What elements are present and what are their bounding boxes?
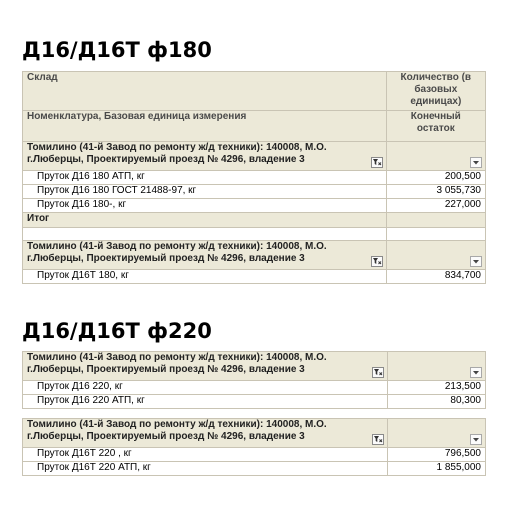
group-row <box>23 142 486 171</box>
header-end-balance: Конечный остаток <box>386 111 485 142</box>
dropdown-arrow-icon[interactable] <box>470 157 482 168</box>
total-row <box>23 213 486 228</box>
item-name: Пруток Д16 180 ГОСТ 21488-97, кг <box>23 185 387 199</box>
item-name: Пруток Д16Т 180, кг <box>23 270 387 284</box>
group-row <box>23 241 486 270</box>
item-name: Пруток Д16Т 220 , кг <box>23 448 388 462</box>
filter-active-icon[interactable] <box>372 367 384 378</box>
group-line-1: Томилино (41-й Завод по ремонту ж/д техники): 140008, М.О. <box>27 352 327 363</box>
item-name: Пруток Д16 180-, кг <box>23 199 387 213</box>
group-line-1: Томилино (41-й Завод по ремонту ж/д техники): 140008, М.О. <box>27 241 327 252</box>
table-row <box>23 395 486 409</box>
filter-active-icon[interactable] <box>371 256 383 267</box>
group-row <box>23 419 486 448</box>
group-line-1: Томилино (41-й Завод по ремонту ж/д техники): 140008, М.О. <box>27 142 327 153</box>
table-row <box>23 270 486 284</box>
spacer-cell <box>23 228 387 241</box>
total-label: Итог <box>23 213 387 228</box>
group-line-2: г.Люберцы, Проектируемый проезд № 4296, владение 3 <box>27 253 305 264</box>
group-line-2: г.Люберцы, Проектируемый проезд № 4296, владение 3 <box>27 154 305 165</box>
dropdown-arrow-icon[interactable] <box>470 367 482 378</box>
table-row <box>23 185 486 199</box>
item-value: 200,500 <box>386 171 485 185</box>
group-line-1: Томилино (41-й Завод по ремонту ж/д техники): 140008, М.О. <box>27 419 327 430</box>
header-nomenclature: Номенклатура, Базовая единица измерения <box>23 111 387 142</box>
item-value: 227,000 <box>386 199 485 213</box>
report-table-180 <box>22 71 486 284</box>
group-value-cell <box>388 352 486 381</box>
group-line-2: г.Люберцы, Проектируемый проезд № 4296, владение 3 <box>27 431 305 442</box>
item-name: Пруток Д16 220 АТП, кг <box>23 395 388 409</box>
item-value: 3 055,730 <box>386 185 485 199</box>
total-value <box>386 213 485 228</box>
report-table-220-b <box>22 418 486 476</box>
item-value: 834,700 <box>386 270 485 284</box>
dropdown-arrow-icon[interactable] <box>470 434 482 445</box>
group-warehouse-cell <box>23 352 388 381</box>
group-line-2: г.Люберцы, Проектируемый проезд № 4296, владение 3 <box>27 364 305 375</box>
table-row <box>23 462 486 476</box>
item-value: 796,500 <box>387 448 485 462</box>
group-warehouse-cell <box>23 419 388 448</box>
section-title-220: Д16/Д16Т ф220 <box>22 319 212 343</box>
report-table-220 <box>22 351 486 409</box>
spacer-row <box>23 228 486 241</box>
filter-active-icon[interactable] <box>372 434 384 445</box>
dropdown-arrow-icon[interactable] <box>470 256 482 267</box>
item-name: Пруток Д16 220, кг <box>23 381 388 395</box>
item-name: Пруток Д16Т 220 АТП, кг <box>23 462 388 476</box>
group-warehouse-cell <box>23 142 387 171</box>
group-value-cell <box>386 241 485 270</box>
header-row-1 <box>23 72 486 111</box>
header-warehouse: Склад <box>23 72 387 111</box>
item-value: 213,500 <box>388 381 486 395</box>
item-value: 1 855,000 <box>387 462 485 476</box>
group-value-cell <box>387 419 485 448</box>
table-row <box>23 171 486 185</box>
spacer-cell <box>386 228 485 241</box>
group-value-cell <box>386 142 485 171</box>
table-row <box>23 448 486 462</box>
item-name: Пруток Д16 180 АТП, кг <box>23 171 387 185</box>
section-title-180: Д16/Д16Т ф180 <box>22 38 212 62</box>
group-row <box>23 352 486 381</box>
header-quantity: Количество (в базовых единицах) <box>386 72 485 111</box>
table-row <box>23 381 486 395</box>
header-row-2 <box>23 111 486 142</box>
filter-active-icon[interactable] <box>371 157 383 168</box>
table-row <box>23 199 486 213</box>
item-value: 80,300 <box>388 395 486 409</box>
group-warehouse-cell <box>23 241 387 270</box>
